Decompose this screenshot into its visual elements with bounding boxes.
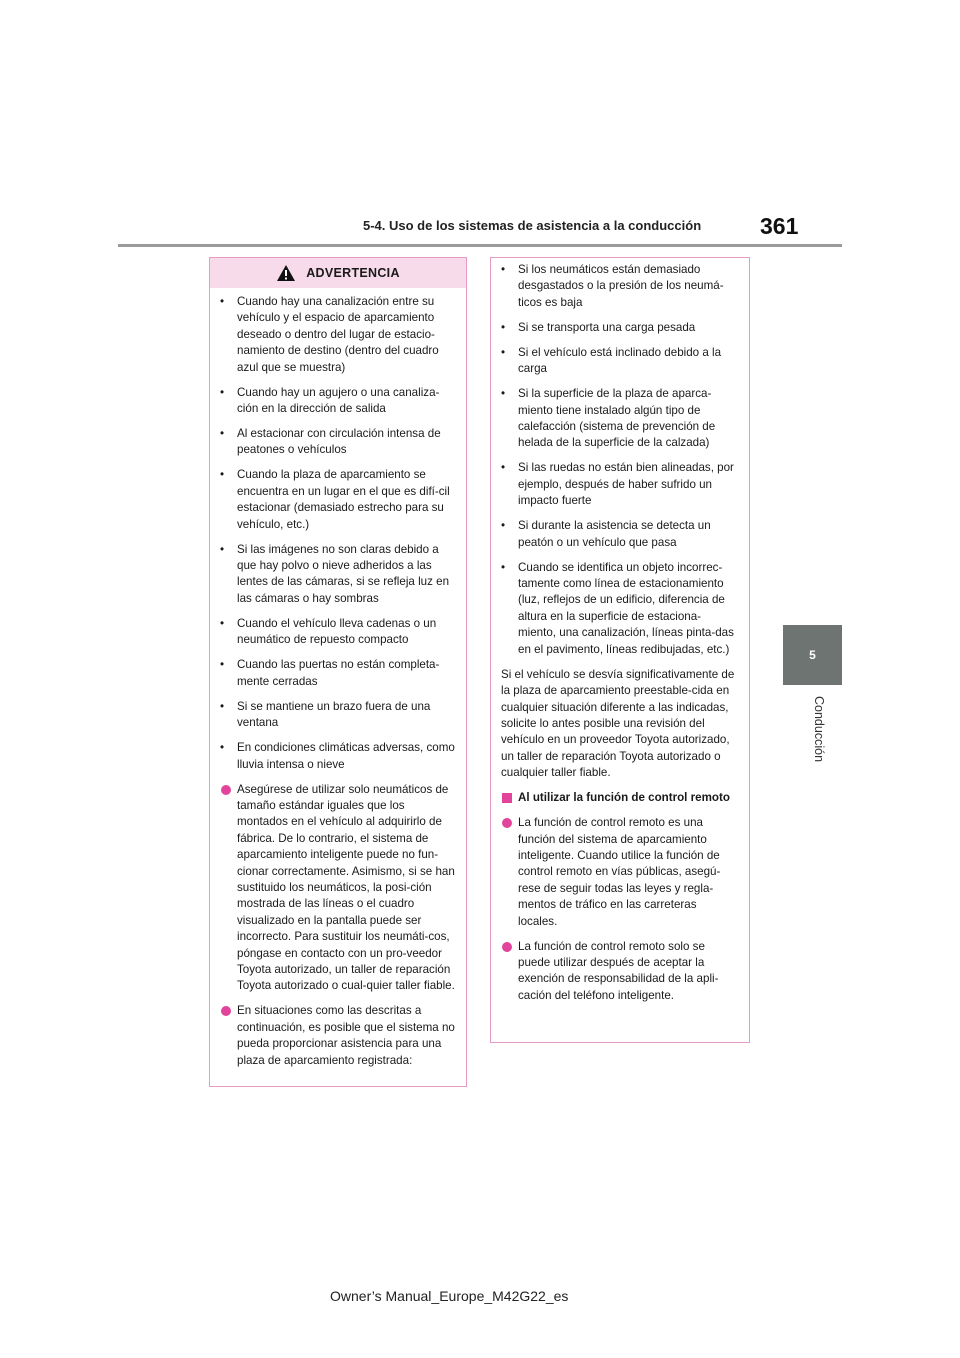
warning-triangle-icon <box>276 264 296 282</box>
circle-bullet-item: La función de control remoto solo se puede utilizar después de aceptar la exención de responsabilidad de la apli-cación del teléfono inteligente. <box>501 939 739 1005</box>
footer-manual-id: Owner’s Manual_Europe_M42G22_es <box>330 1288 569 1304</box>
warning-box <box>209 257 467 1087</box>
bullet-text: Si las ruedas no están bien alineadas, por ejemplo, después de haber sufrido un impacto fuerte <box>518 461 734 508</box>
bullet-item <box>220 740 456 773</box>
bullet-text: Si se transporta una carga pesada <box>518 320 696 334</box>
section-title: 5-4. Uso de los sistemas de asistencia a la conducción <box>363 218 702 233</box>
bullet-mark: • <box>501 519 506 533</box>
circle-bullet-item: En situaciones como las descritas a continuación, es posible que el sistema no pueda proporcionar asistencia para una plaza de aparcamiento registrada: <box>220 1003 456 1069</box>
bullet-text: Cuando la plaza de aparcamiento se encuentra en un lugar en el que es difí-cil estacionar (demasiado estrecho para su vehículo, etc.) <box>237 468 450 531</box>
bullet-text: Si la superficie de la plaza de aparca-miento tiene instalado algún tipo de calefacción (sistema de prevención de helada de la superficie de la calzada) <box>518 387 716 450</box>
bullet-text: Si las imágenes no son claras debido a que hay polvo o nieve adheridos a las lentes de las cámaras, si se refleja luz en las cámaras o hay sombras <box>237 542 450 605</box>
bullet-text: Cuando hay un agujero o una canaliza-ción en la dirección de salida <box>237 385 440 416</box>
continued-warning-content <box>491 258 749 1004</box>
bullet-item <box>220 426 456 459</box>
bullet-mark: • <box>220 468 225 482</box>
chapter-tab <box>783 625 842 685</box>
bullet-item <box>501 518 739 551</box>
bullet-mark: • <box>220 616 225 630</box>
bullet-mark: • <box>220 658 225 672</box>
bullet-item <box>501 560 739 658</box>
bullet-mark: • <box>220 699 225 713</box>
circle-bullet-item: Asegúrese de utilizar solo neumáticos de tamaño estándar iguales que los montados en el vehículo al adquirirlo de fábrica. De lo contrario, el sistema de aparcamiento inteligente puede no fun-cionar correctamente. Asimismo, si se han sustituido los neumáticos, la posi-ción mostrada de las líneas o el cuadro visualizado en la pantalla puede ser incorrecto. Para sustituir los neumáti-cos, póngase en contacto con un pro-veedor Toyota autorizado, un taller de reparación Toyota autorizado o cual-quier taller fiable. <box>220 782 456 995</box>
bullet-mark: • <box>220 427 225 441</box>
chapter-number: 5 <box>809 648 816 662</box>
warning-content <box>210 288 466 1069</box>
bullet-mark: • <box>501 345 506 359</box>
bullet-text: Cuando el vehículo lleva cadenas o un neumático de repuesto compacto <box>237 616 437 647</box>
continued-warning-box <box>490 257 750 1043</box>
bullet-item <box>501 262 739 311</box>
bullet-item <box>501 386 739 452</box>
bullet-item <box>501 345 739 378</box>
subsection-heading: Al utilizar la función de control remoto <box>501 790 739 806</box>
circle-bullet-item: La función de control remoto es una función del sistema de aparcamiento inteligente. Cuando utilice la función de control remoto en vías públicas, asegú-rese de seguir todas las leyes y regla-mentos de tráfico en las carreteras locales. <box>501 815 739 930</box>
bullet-item <box>220 467 456 533</box>
bullet-mark: • <box>501 560 506 574</box>
bullet-text: Si el vehículo está inclinado debido a la carga <box>518 345 722 376</box>
bullet-item <box>220 385 456 418</box>
header-divider <box>118 244 842 247</box>
bullet-text: En condiciones climáticas adversas, como lluvia intensa o nieve <box>237 741 455 771</box>
bullet-item <box>220 699 456 732</box>
bullet-mark: • <box>220 741 225 755</box>
bullet-item <box>220 616 456 649</box>
bullet-item <box>220 542 456 608</box>
warning-title: ADVERTENCIA <box>306 266 400 280</box>
bullet-mark: • <box>501 320 506 334</box>
bullet-mark: • <box>220 295 225 308</box>
bullet-mark: • <box>220 542 225 556</box>
bullet-item <box>220 294 456 376</box>
bullet-mark: • <box>501 461 506 475</box>
bullet-text: Si durante la asistencia se detecta un peatón o un vehículo que pasa <box>518 519 711 549</box>
paragraph: Si el vehículo se desvía significativamente de la plaza de aparcamiento preestable-cida en cualquier situación diferente a las indicadas, solicite lo antes posible una revisión del vehículo en un proveedor Toyota autorizado, un taller de reparación Toyota autorizado o cualquier taller fiable. <box>501 667 735 780</box>
bullet-mark: • <box>220 385 225 399</box>
bullet-text: Cuando se identifica un objeto incorrec-tamente como línea de estacionamiento (luz, reflejos de un edificio, diferencia de altura en la superficie de estaciona-miento, una canalización, líneas pinta-das en el pavimento, líneas redibujadas, etc.) <box>518 560 734 656</box>
bullet-mark: • <box>501 263 506 276</box>
bullet-item <box>501 320 739 336</box>
warning-header <box>210 258 466 288</box>
bullet-text: Al estacionar con circulación intensa de peatones o vehículos <box>237 427 441 457</box>
bullet-text: Cuando las puertas no están completa-mente cerradas <box>237 658 440 688</box>
bullet-text: Cuando hay una canalización entre su vehículo y el espacio de aparcamiento deseado o dentro del lugar de estacio-namiento de destino (dentro del cuadro azul que se muestra) <box>237 295 439 374</box>
bullet-mark: • <box>501 387 506 401</box>
bullet-item <box>501 460 739 509</box>
bullet-text: Si se mantiene un brazo fuera de una ventana <box>237 699 431 730</box>
chapter-label: Conducción <box>812 696 826 763</box>
page-number: 361 <box>760 213 799 239</box>
bullet-item <box>220 657 456 690</box>
bullet-text: Si los neumáticos están demasiado desgastados o la presión de los neumá-ticos es baja <box>518 263 724 309</box>
